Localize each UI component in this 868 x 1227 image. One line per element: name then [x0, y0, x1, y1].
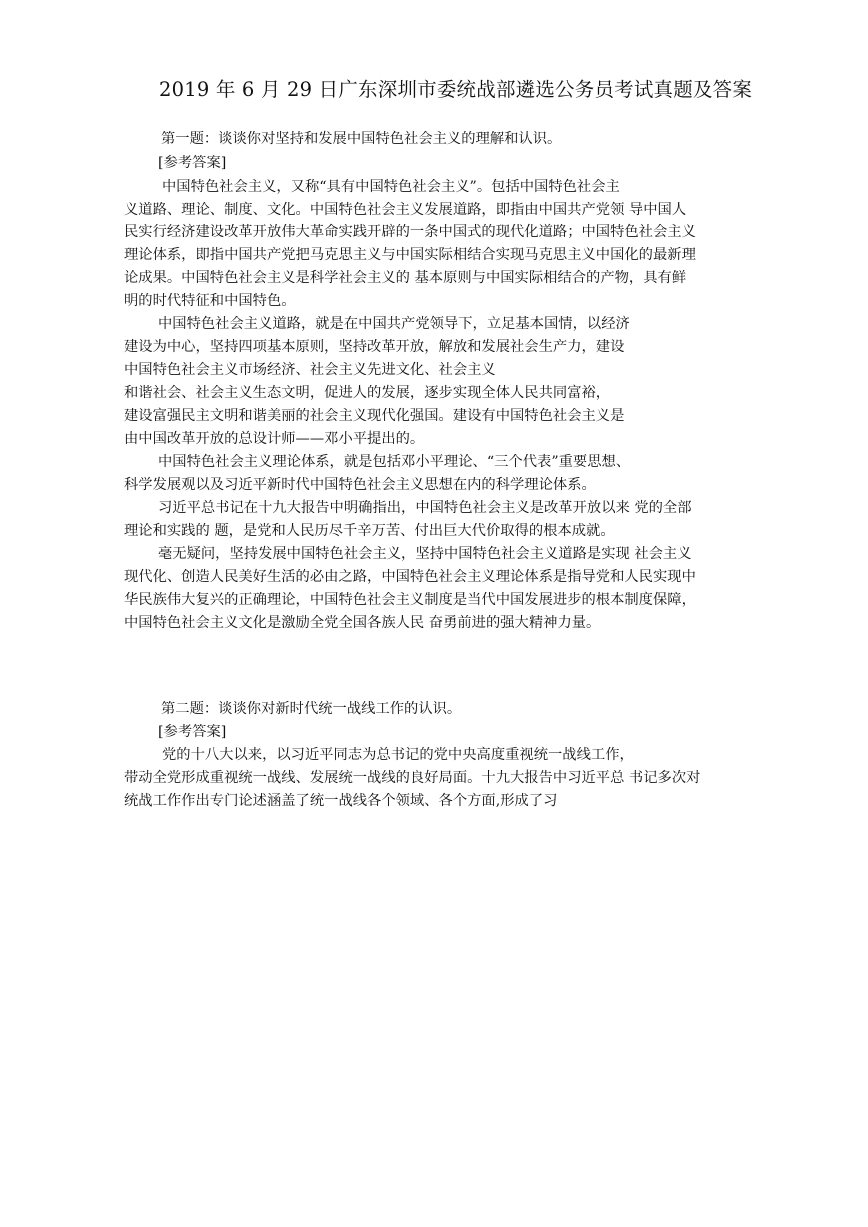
answer-1-line: 由中国改革开放的总设计师——邓小平提出的。 [124, 431, 425, 447]
answer-1-line: 理论体系，即指中国共产党把马克思主义与中国实际相结合实现马克思主义中国化的最新理 [124, 247, 696, 263]
question-2: 第二题：谈谈你对新时代统一战线工作的认识。 [161, 701, 462, 717]
answer-1-line: 民实行经济建设改革开放伟大革命实践开辟的一条中国式的现代化道路；中国特色社会主义 [124, 224, 696, 240]
answer-2-line: 统战工作作出专门论述涵盖了统一战线各个领域、各个方面,形成了习 [124, 793, 558, 809]
answer-1-line: 中国特色社会主义，又称“具有中国特色社会主义”。包括中国特色社会主 [162, 179, 620, 195]
answer-1-line: 义道路、理论、制度、文化。中国特色社会主义发展道路，即指由中国共产党领 导中国人 [124, 202, 687, 218]
answer-1-line: 中国特色社会主义道路，就是在中国共产党领导下，立足基本国情，以经济 [158, 316, 630, 332]
reference-answer-label-1: [参考答案] [158, 155, 227, 171]
answer-1-line: 建设富强民主文明和谐美丽的社会主义现代化强国。建设有中国特色社会主义是 [124, 408, 625, 424]
answer-1-line: 中国特色社会主义文化是激励全党全国各族人民 奋勇前进的强大精神力量。 [124, 615, 601, 631]
answer-2-line: 带动全党形成重视统一战线、发展统一战线的良好局面。十九大报告中习近平总 书记多次对 [124, 770, 701, 786]
answer-1-line: 明的时代特征和中国特色。 [124, 293, 296, 309]
answer-1-line: 建设为中心，坚持四项基本原则，坚持改革开放，解放和发展社会生产力，建设 [124, 339, 625, 355]
answer-1-line: 和谐社会、社会主义生态文明，促进人的发展，逐步实现全体人民共同富裕， [124, 385, 611, 401]
answer-1-line: 华民族伟大复兴的正确理论，中国特色社会主义制度是当代中国发展进步的根本制度保障， [124, 592, 696, 608]
document-title: 2019 年 6 月 29 日广东深圳市委统战部遴选公务员考试真题及答案 [159, 78, 753, 101]
answer-1-line: 习近平总书记在十九大报告中明确指出，中国特色社会主义是改革开放以来 党的全部 [158, 500, 692, 516]
answer-2-line: 党的十八大以来，以习近平同志为总书记的党中央高度重视统一战线工作， [162, 747, 634, 763]
answer-1-line: 中国特色社会主义市场经济、社会主义先进文化、社会主义 [124, 362, 496, 378]
answer-1-line: 中国特色社会主义理论体系，就是包括邓小平理论、“三个代表”重要思想、 [158, 454, 631, 470]
answer-1-line: 毫无疑问，坚持发展中国特色社会主义，坚持中国特色社会主义道路是实现 社会主义 [158, 546, 692, 562]
answer-1-line: 现代化、创造人民美好生活的必由之路，中国特色社会主义理论体系是指导党和人民实现中 [124, 569, 696, 585]
answer-1-line: 科学发展观以及习近平新时代中国特色社会主义思想在内的科学理论体系。 [124, 477, 596, 493]
question-1: 第一题：谈谈你对坚持和发展中国特色社会主义的理解和认识。 [161, 131, 562, 147]
reference-answer-label-2: [参考答案] [158, 724, 227, 740]
answer-1-line: 理论和实践的 题，是党和人民历尽千辛万苦、付出巨大代价取得的根本成就。 [124, 523, 615, 539]
answer-1-line: 论成果。中国特色社会主义是科学社会主义的 基本原则与中国实际相结合的产物，具有鲜 [124, 270, 687, 286]
